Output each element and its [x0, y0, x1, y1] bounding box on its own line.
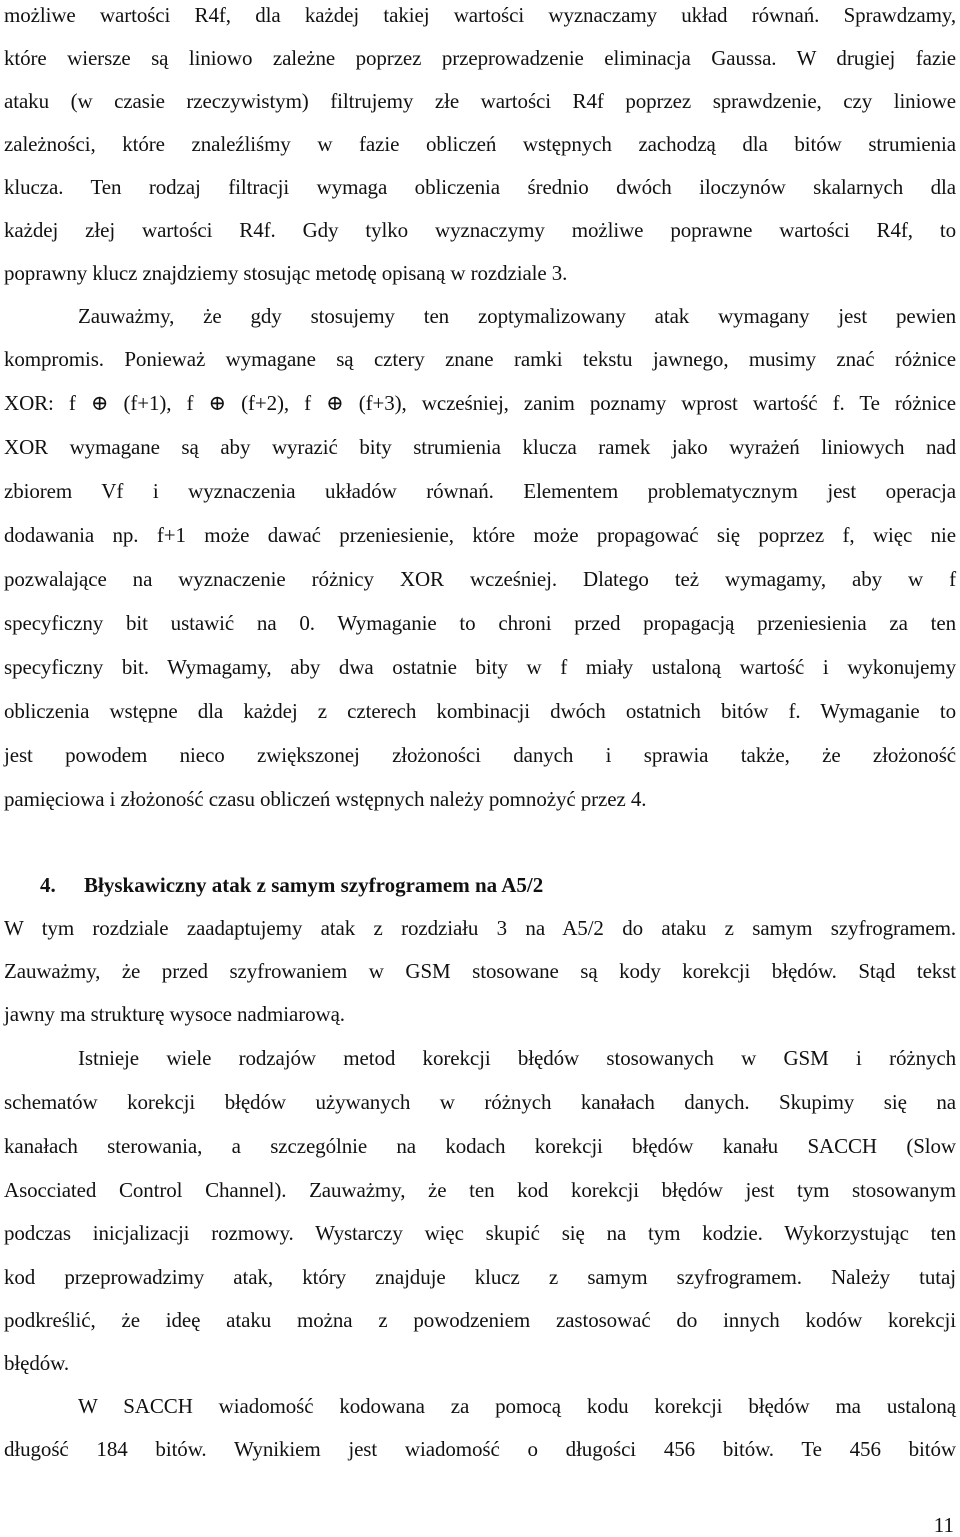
text-line: jawny ma strukturę wysoce nadmiarową. — [4, 1002, 345, 1026]
section-title: Błyskawiczny atak z samym szyfrogramem na A5/2 — [84, 873, 544, 897]
text-line: kod przeprowadzimy atak, który znajduje klucz z samym szyfrogramem. Należy tutaj — [4, 1265, 956, 1289]
text-line: każdej złej wartości R4f. Gdy tylko wyznaczymy możliwe poprawne wartości R4f, to — [4, 218, 956, 242]
text-line: Istnieje wiele rodzajów metod korekcji błędów stosowanych w GSM i różnych — [78, 1046, 956, 1070]
text-line: zależności, które znaleźliśmy w fazie obliczeń wstępnych zachodzą dla bitów strumienia — [4, 132, 956, 156]
text-line: pozwalające na wyznaczenie różnicy XOR wcześniej. Dlatego też wymagamy, aby w f — [4, 567, 956, 591]
text-line: W tym rozdziale zaadaptujemy atak z rozdziału 3 na A5/2 do ataku z samym szyfrogramem. — [4, 916, 956, 940]
text-line: Zauważmy, że przed szyfrowaniem w GSM stosowane są kody korekcji błędów. Stąd tekst — [4, 959, 956, 983]
text-line: schematów korekcji błędów używanych w różnych kanałach danych. Skupimy się na — [4, 1090, 956, 1114]
text-line: możliwe wartości R4f, dla każdej takiej wartości wyznaczamy układ równań. Sprawdzamy, — [4, 3, 956, 27]
text-line: W SACCH wiadomość kodowana za pomocą kodu korekcji błędów ma ustaloną — [78, 1394, 956, 1418]
section-heading — [40, 870, 543, 900]
text-line: klucza. Ten rodzaj filtracji wymaga obliczenia średnio dwóch iloczynów skalarnych dla — [4, 175, 956, 199]
text-line: ataku (w czasie rzeczywistym) filtrujemy złe wartości R4f poprzez sprawdzenie, czy liniowe — [4, 89, 956, 113]
text-line: Asocciated Control Channel). Zauważmy, że ten kod korekcji błędów jest tym stosowanym — [4, 1178, 956, 1202]
text-line: XOR wymagane są aby wyrazić bity strumienia klucza ramek jako wyrażeń liniowych nad — [4, 435, 956, 459]
text-line: zbiorem Vf i wyznaczenia układów równań. Elementem problematycznym jest operacja — [4, 479, 956, 503]
page-number: 11 — [933, 1513, 954, 1537]
text-line: obliczenia wstępne dla każdej z czterech kombinacji dwóch ostatnich bitów f. Wymaganie to — [4, 699, 956, 723]
text-line: specyficzny bit. Wymagamy, aby dwa ostatnie bity w f miały ustaloną wartość i wykonujemy — [4, 655, 956, 679]
text-line: kanałach sterowania, a szczególnie na kodach korekcji błędów kanału SACCH (Slow — [4, 1134, 956, 1158]
text-line: dodawania np. f+1 może dawać przeniesienie, które może propagować się poprzez f, więc nie — [4, 523, 956, 547]
text-line: które wiersze są liniowo zależne poprzez przeprowadzenie eliminacja Gaussa. W drugiej fazie — [4, 46, 956, 70]
text-line: poprawny klucz znajdziemy stosując metodę opisaną w rozdziale 3. — [4, 261, 568, 285]
text-line: podkreślić, że ideę ataku można z powodzeniem zastosować do innych kodów korekcji — [4, 1308, 956, 1332]
text-line: jest powodem nieco zwiększonej złożoności danych i sprawia także, że złożoność — [4, 743, 956, 767]
text-line: długość 184 bitów. Wynikiem jest wiadomość o długości 456 bitów. Te 456 bitów — [4, 1437, 956, 1461]
text-line: podczas inicjalizacji rozmowy. Wystarczy więc skupić się na tym kodzie. Wykorzystując ten — [4, 1221, 956, 1245]
text-line: pamięciowa i złożoność czasu obliczeń wstępnych należy pomnożyć przez 4. — [4, 787, 647, 811]
text-line: Zauważmy, że gdy stosujemy ten zoptymalizowany atak wymagany jest pewien — [78, 304, 956, 328]
section-number: 4. — [40, 873, 56, 897]
text-line: specyficzny bit ustawić na 0. Wymaganie to chroni przed propagacją przeniesienia za ten — [4, 611, 956, 635]
text-line: błędów. — [4, 1351, 70, 1375]
text-line: kompromis. Ponieważ wymagane są cztery znane ramki tekstu jawnego, musimy znać różnice — [4, 347, 956, 371]
text-line: XOR: f ⊕ (f+1), f ⊕ (f+2), f ⊕ (f+3), wcześniej, zanim poznamy wprost wartość f. Te różnice — [4, 391, 956, 415]
